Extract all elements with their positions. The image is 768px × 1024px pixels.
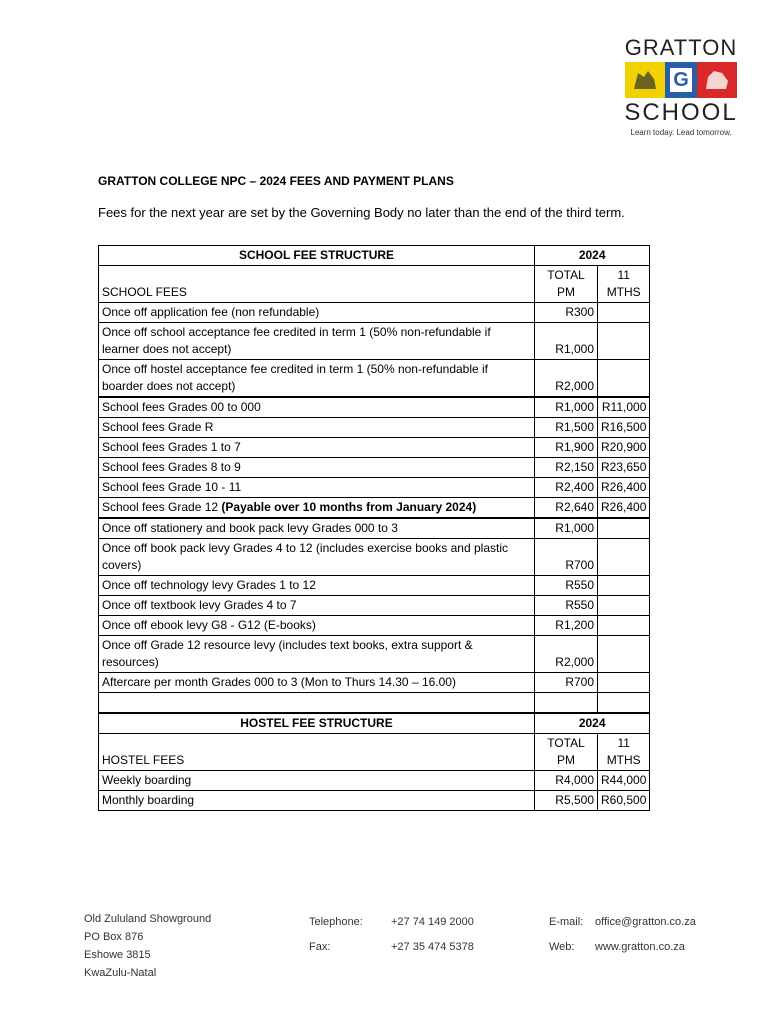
fee-total-pm: R2,000 — [535, 360, 598, 398]
hostel-heading: HOSTEL FEE STRUCTURE — [99, 714, 535, 734]
table-row — [99, 636, 650, 673]
table-header-row — [99, 246, 650, 266]
fee-11-months: R60,500 — [598, 791, 650, 811]
address-line: Old Zululand Showground — [84, 913, 212, 925]
col-total-pm: TOTAL PM — [535, 734, 598, 771]
table-row — [99, 576, 650, 596]
fee-total-pm: R550 — [535, 596, 598, 616]
fee-description: Weekly boarding — [99, 771, 535, 791]
fee-description: Once off technology levy Grades 1 to 12 — [99, 576, 535, 596]
table-header-row — [99, 714, 650, 734]
column-header-row — [99, 266, 650, 303]
g-crest-icon — [665, 62, 697, 98]
fee-description: Aftercare per month Grades 000 to 3 (Mon to Thurs 14.30 – 16.00) — [99, 673, 535, 693]
fee-11-months — [598, 518, 650, 539]
fee-total-pm: R1,500 — [535, 418, 598, 438]
fee-description: Once off textbook levy Grades 4 to 7 — [99, 596, 535, 616]
footer-phone-values — [391, 910, 474, 960]
table-row — [99, 360, 650, 398]
fee-description: Once off hostel acceptance fee credited in term 1 (50% non-refundable if boarder does not accept) — [99, 360, 535, 398]
table-row — [99, 771, 650, 791]
table-row — [99, 673, 650, 693]
fee-11-months: R20,900 — [598, 438, 650, 458]
logo-letter: G — [670, 68, 692, 92]
telephone-number: +27 74 149 2000 — [391, 916, 474, 928]
address-line: KwaZulu-Natal — [84, 967, 157, 979]
fee-total-pm: R2,150 — [535, 458, 598, 478]
blank-row — [99, 693, 650, 713]
table-row — [99, 791, 650, 811]
fee-total-pm: R1,000 — [535, 518, 598, 539]
table-row — [99, 438, 650, 458]
fee-description: Once off Grade 12 resource levy (includes text books, extra support & resources) — [99, 636, 535, 673]
table-row — [99, 539, 650, 576]
fee-description: School fees Grade 10 - 11 — [99, 478, 535, 498]
fee-total-pm: R5,500 — [535, 791, 598, 811]
fee-description: Once off ebook levy G8 - G12 (E-books) — [99, 616, 535, 636]
fee-11-months — [598, 596, 650, 616]
fee-11-months — [598, 323, 650, 360]
school-year: 2024 — [535, 246, 650, 266]
footer-address — [84, 910, 211, 982]
fee-total-pm: R700 — [535, 673, 598, 693]
blank-cell — [99, 693, 535, 713]
logo-bottom-text: SCHOOL — [624, 99, 738, 126]
fee-total-pm: R2,640 — [535, 498, 598, 519]
fee-11-months: R44,000 — [598, 771, 650, 791]
email-address[interactable]: office@gratton.co.za — [595, 916, 696, 928]
logo-top-text: GRATTON — [624, 35, 738, 60]
document-title: GRATTON COLLEGE NPC – 2024 FEES AND PAYMENT PLANS — [98, 174, 454, 188]
address-line: PO Box 876 — [84, 931, 144, 943]
fax-number: +27 35 474 5378 — [391, 941, 474, 953]
address-line: Eshowe 3815 — [84, 949, 151, 961]
fee-total-pm: R2,000 — [535, 636, 598, 673]
table-row — [99, 418, 650, 438]
fee-description: Once off school acceptance fee credited in term 1 (50% non-refundable if learner does not accept) — [99, 323, 535, 360]
logo-tagline: Learn today. Lead tomorrow. — [630, 128, 732, 137]
logo-crest — [618, 62, 744, 98]
fee-total-pm: R1,900 — [535, 438, 598, 458]
fee-11-months: R16,500 — [598, 418, 650, 438]
website-link[interactable]: www.gratton.co.za — [595, 941, 685, 953]
fee-11-months: R23,650 — [598, 458, 650, 478]
table-row — [99, 397, 650, 418]
fee-total-pm: R1,000 — [535, 323, 598, 360]
footer-contact-labels — [549, 910, 583, 960]
table-row — [99, 498, 650, 519]
hostel-fee-table — [98, 713, 650, 811]
fee-total-pm: R550 — [535, 576, 598, 596]
school-fee-table — [98, 245, 650, 713]
fee-description: Monthly boarding — [99, 791, 535, 811]
col-11-mths: 11 MTHS — [598, 734, 650, 771]
hostel-fees-label: HOSTEL FEES — [99, 734, 535, 771]
fee-description: Once off book pack levy Grades 4 to 12 (includes exercise books and plastic covers) — [99, 539, 535, 576]
col-total-pm: TOTAL PM — [535, 266, 598, 303]
table-row — [99, 458, 650, 478]
fee-total-pm: R300 — [535, 303, 598, 323]
fee-11-months — [598, 636, 650, 673]
fee-total-pm: R700 — [535, 539, 598, 576]
fee-11-months — [598, 576, 650, 596]
blank-cell — [598, 693, 650, 713]
tiger-crest-icon — [625, 62, 665, 98]
fax-label: Fax: — [309, 941, 331, 953]
column-header-row — [99, 734, 650, 771]
fee-description: School fees Grades 8 to 9 — [99, 458, 535, 478]
fee-total-pm: R4,000 — [535, 771, 598, 791]
fee-description: School fees Grade R — [99, 418, 535, 438]
fee-total-pm: R1,000 — [535, 397, 598, 418]
web-label: Web: — [549, 941, 575, 953]
fee-11-months: R26,400 — [598, 498, 650, 519]
fee-total-pm: R2,400 — [535, 478, 598, 498]
fee-description: Once off stationery and book pack levy Grades 000 to 3 — [99, 518, 535, 539]
table-row — [99, 518, 650, 539]
email-label: E-mail: — [549, 916, 584, 928]
table-row — [99, 596, 650, 616]
fee-11-months — [598, 539, 650, 576]
telephone-label: Telephone: — [309, 916, 363, 928]
table-row — [99, 478, 650, 498]
school-logo — [618, 36, 744, 137]
table-row — [99, 616, 650, 636]
col-11-mths: 11 MTHS — [598, 266, 650, 303]
fee-description: Once off application fee (non refundable) — [99, 303, 535, 323]
footer-contact-values — [595, 910, 696, 960]
lion-crest-icon — [697, 62, 737, 98]
intro-text: Fees for the next year are set by the Governing Body no later than the end of the third term. — [98, 205, 625, 220]
fee-11-months — [598, 303, 650, 323]
hostel-year: 2024 — [535, 714, 650, 734]
fee-total-pm: R1,200 — [535, 616, 598, 636]
blank-cell — [535, 693, 598, 713]
fee-11-months — [598, 616, 650, 636]
fee-11-months: R11,000 — [598, 397, 650, 418]
table-row — [99, 303, 650, 323]
table-row — [99, 323, 650, 360]
school-heading: SCHOOL FEE STRUCTURE — [99, 246, 535, 266]
fee-description: School fees Grade 12 (Payable over 10 months from January 2024) — [99, 498, 535, 519]
footer-phone-labels — [309, 910, 363, 960]
fee-description: School fees Grades 00 to 000 — [99, 397, 535, 418]
fee-description: School fees Grades 1 to 7 — [99, 438, 535, 458]
school-fees-label: SCHOOL FEES — [99, 266, 535, 303]
fee-11-months — [598, 673, 650, 693]
fee-11-months — [598, 360, 650, 398]
fee-11-months: R26,400 — [598, 478, 650, 498]
